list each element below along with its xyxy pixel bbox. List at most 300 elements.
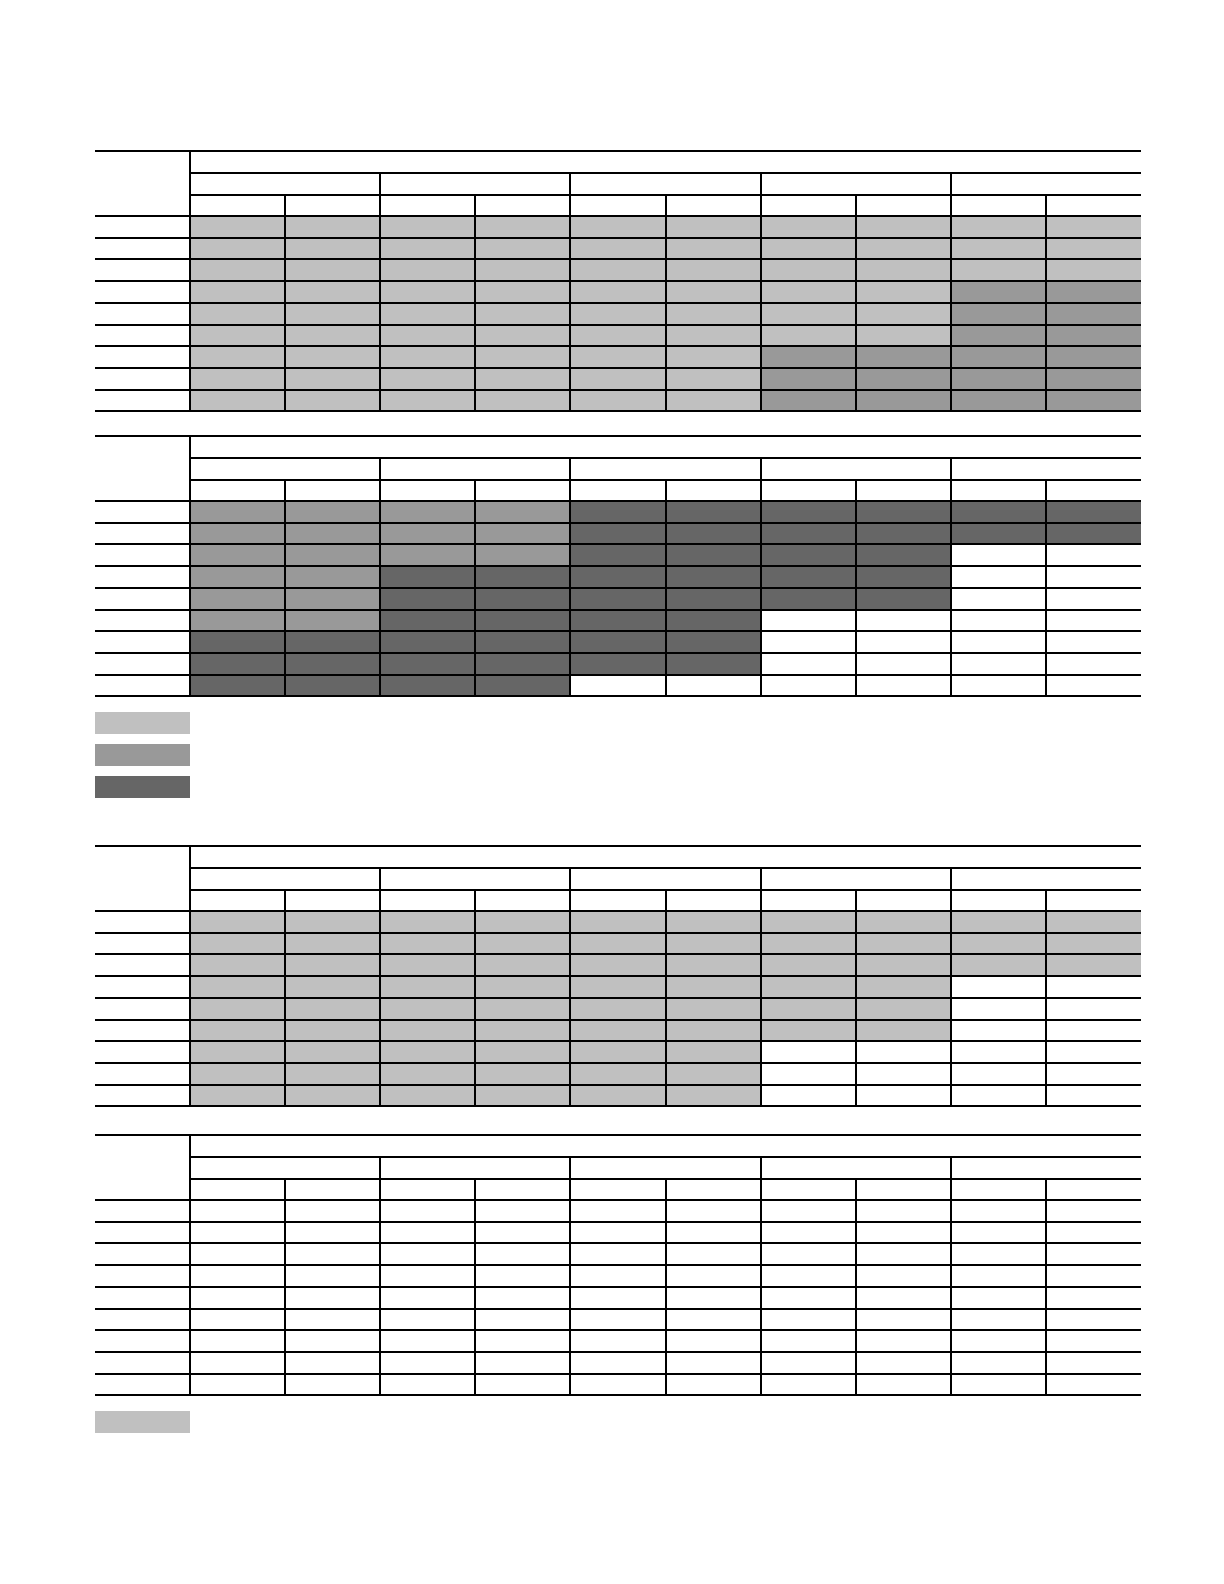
table-rule — [95, 1062, 1141, 1064]
table-3-cell — [666, 1085, 761, 1107]
table-1-cell — [380, 238, 475, 260]
table-1-cell — [285, 259, 380, 281]
table-rule — [95, 565, 1141, 567]
table-4-cell — [570, 1222, 665, 1244]
table-1-cell — [570, 259, 665, 281]
table-1-cell — [856, 281, 951, 303]
table-4-cell — [285, 1222, 380, 1244]
table-1-cell — [666, 259, 761, 281]
table-rule — [95, 367, 1141, 369]
table-3-cell — [666, 1041, 761, 1063]
table-2-cell — [190, 610, 285, 632]
table-1-cell — [666, 281, 761, 303]
table-1-cell — [475, 303, 570, 325]
table-2-cell — [570, 653, 665, 675]
table-2-cell — [761, 631, 856, 653]
table-4-cell — [475, 1243, 570, 1265]
table-2-cell — [666, 523, 761, 545]
table-4-cell — [761, 1222, 856, 1244]
table-1-cell — [856, 346, 951, 368]
table-2-cell — [761, 610, 856, 632]
table-2-cell — [761, 588, 856, 610]
table-3-cell — [380, 1063, 475, 1085]
table-3-cell — [475, 911, 570, 933]
table-4-cell — [666, 1352, 761, 1374]
table-1-cell — [475, 238, 570, 260]
table-1-cell — [570, 281, 665, 303]
table-4-cell — [475, 1330, 570, 1352]
table-4-cell — [951, 1287, 1046, 1309]
table-2-cell — [190, 588, 285, 610]
table-rule — [284, 889, 286, 1107]
table-2-cell — [1046, 501, 1141, 523]
table-1-cell — [190, 346, 285, 368]
table-1-cell — [856, 216, 951, 238]
table-rule — [95, 1308, 1141, 1310]
table-1-cell — [761, 390, 856, 412]
table-3-cell — [285, 1041, 380, 1063]
table-1-cell — [666, 238, 761, 260]
table-1-cell — [951, 303, 1046, 325]
table-3-cell — [475, 1041, 570, 1063]
table-4-cell — [285, 1352, 380, 1374]
table-4-cell — [761, 1352, 856, 1374]
table-2-cell — [666, 610, 761, 632]
table-4-cell — [951, 1330, 1046, 1352]
table-rule — [95, 302, 1141, 304]
table-4-cell — [190, 1287, 285, 1309]
table-1-cell — [1046, 216, 1141, 238]
table-rule — [95, 258, 1141, 260]
table-4-cell — [666, 1330, 761, 1352]
table-4-cell — [475, 1287, 570, 1309]
table-3-cell — [1046, 911, 1141, 933]
table-1-cell — [1046, 325, 1141, 347]
table-4-cell — [475, 1374, 570, 1396]
table-1-cell — [380, 368, 475, 390]
table-2-cell — [1046, 631, 1141, 653]
table-4-cell — [951, 1200, 1046, 1222]
table-1-cell — [190, 259, 285, 281]
table-rule — [379, 457, 381, 697]
table-3-cell — [285, 1020, 380, 1042]
table-4-cell — [666, 1287, 761, 1309]
table-2-cell — [380, 588, 475, 610]
table-3-cell — [856, 933, 951, 955]
table-3-cell — [475, 954, 570, 976]
table-rule — [855, 1178, 857, 1396]
table-1-cell — [1046, 238, 1141, 260]
table-rule — [95, 1040, 1141, 1042]
table-3-cell — [190, 1020, 285, 1042]
table-2-cell — [380, 631, 475, 653]
table-2-cell — [856, 566, 951, 588]
table-1-cell — [190, 303, 285, 325]
table-1-cell — [190, 368, 285, 390]
table-4-cell — [1046, 1200, 1141, 1222]
table-4-cell — [856, 1243, 951, 1265]
legend-2-swatch — [95, 1411, 190, 1433]
table-3-cell — [190, 1041, 285, 1063]
table-3-cell — [951, 1041, 1046, 1063]
table-1-cell — [380, 346, 475, 368]
table-2-cell — [761, 653, 856, 675]
table-1-cell — [570, 390, 665, 412]
table-2-cell — [1046, 588, 1141, 610]
table-2-cell — [475, 588, 570, 610]
table-3-cell — [761, 911, 856, 933]
table-4-cell — [285, 1200, 380, 1222]
table-3-cell — [475, 933, 570, 955]
table-1-cell — [761, 303, 856, 325]
table-1-cell — [666, 303, 761, 325]
table-4-cell — [761, 1309, 856, 1331]
table-rule — [665, 479, 667, 697]
table-4-cell — [570, 1243, 665, 1265]
table-rule — [95, 1199, 1141, 1201]
table-3-cell — [666, 911, 761, 933]
table-4-cell — [475, 1352, 570, 1374]
table-4-cell — [380, 1309, 475, 1331]
table-3-cell — [666, 933, 761, 955]
table-2-cell — [380, 501, 475, 523]
table-rule — [95, 543, 1141, 545]
table-2-cell — [285, 653, 380, 675]
table-4-cell — [761, 1200, 856, 1222]
table-4-cell — [666, 1243, 761, 1265]
table-rule — [95, 215, 1141, 217]
table-2-cell — [570, 588, 665, 610]
table-4-cell — [951, 1222, 1046, 1244]
table-3-cell — [285, 976, 380, 998]
table-2-cell — [856, 675, 951, 697]
table-rule — [95, 237, 1141, 239]
table-1-cell — [951, 390, 1046, 412]
table-2-cell — [951, 566, 1046, 588]
table-rule — [190, 435, 1141, 437]
table-2-cell — [475, 544, 570, 566]
table-rule — [95, 932, 1141, 934]
table-1-cell — [570, 303, 665, 325]
table-2-cell — [856, 501, 951, 523]
table-4-cell — [570, 1287, 665, 1309]
table-1-cell — [285, 238, 380, 260]
table-3-cell — [380, 976, 475, 998]
table-2-cell — [380, 544, 475, 566]
table-3-cell — [285, 998, 380, 1020]
table-2-cell — [951, 523, 1046, 545]
table-4-cell — [856, 1200, 951, 1222]
table-3-cell — [761, 954, 856, 976]
table-rule — [379, 172, 381, 412]
table-3-cell — [285, 1063, 380, 1085]
table-3-cell — [666, 954, 761, 976]
table-2-cell — [951, 675, 1046, 697]
table-rule — [284, 1178, 286, 1396]
table-3-cell — [380, 933, 475, 955]
table-2-cell — [475, 675, 570, 697]
table-4-cell — [570, 1330, 665, 1352]
table-3-cell — [570, 1085, 665, 1107]
table-2-cell — [1046, 523, 1141, 545]
table-2-cell — [380, 653, 475, 675]
table-rule — [95, 609, 1141, 611]
table-1-cell — [380, 325, 475, 347]
table-2-cell — [666, 631, 761, 653]
table-4-cell — [190, 1374, 285, 1396]
table-3-cell — [190, 998, 285, 1020]
table-2-cell — [190, 675, 285, 697]
table-2-cell — [666, 588, 761, 610]
table-rule — [95, 522, 1141, 524]
table-3-cell — [951, 954, 1046, 976]
table-1-cell — [951, 216, 1046, 238]
table-rule — [95, 150, 190, 152]
table-3-cell — [380, 998, 475, 1020]
table-4-cell — [380, 1265, 475, 1287]
table-rule — [1045, 1178, 1047, 1396]
table-4-cell — [190, 1200, 285, 1222]
table-rule — [95, 1134, 190, 1136]
table-rule — [760, 1156, 762, 1396]
table-2-cell — [475, 501, 570, 523]
table-4-cell — [570, 1200, 665, 1222]
table-2-cell — [475, 610, 570, 632]
table-4-cell — [1046, 1330, 1141, 1352]
table-2-cell — [856, 544, 951, 566]
table-1-cell — [1046, 259, 1141, 281]
table-2-cell — [285, 588, 380, 610]
table-2-cell — [951, 631, 1046, 653]
table-rule — [95, 1221, 1141, 1223]
legend-1-swatch — [95, 776, 190, 798]
table-3-cell — [380, 954, 475, 976]
table-4-cell — [761, 1287, 856, 1309]
table-rule — [190, 172, 1141, 174]
table-2-cell — [951, 544, 1046, 566]
table-2-cell — [380, 523, 475, 545]
table-2-cell — [190, 631, 285, 653]
table-1-cell — [951, 325, 1046, 347]
legend-1-swatch — [95, 744, 190, 766]
table-2-cell — [856, 523, 951, 545]
table-rule — [95, 845, 190, 847]
table-2-cell — [856, 588, 951, 610]
table-1-cell — [380, 216, 475, 238]
table-3-cell — [856, 911, 951, 933]
table-rule — [855, 889, 857, 1107]
table-3-cell — [1046, 998, 1141, 1020]
table-2-cell — [475, 653, 570, 675]
table-3-cell — [761, 1063, 856, 1085]
table-rule — [95, 953, 1141, 955]
table-3-cell — [856, 1063, 951, 1085]
table-rule — [95, 1351, 1141, 1353]
table-3-cell — [761, 1085, 856, 1107]
table-rule — [95, 587, 1141, 589]
table-4-cell — [190, 1330, 285, 1352]
table-4-cell — [666, 1265, 761, 1287]
table-rule — [1045, 479, 1047, 697]
table-2-cell — [951, 501, 1046, 523]
table-2-cell — [666, 653, 761, 675]
table-1-cell — [1046, 281, 1141, 303]
table-1-cell — [570, 325, 665, 347]
table-3-cell — [190, 976, 285, 998]
table-4-cell — [951, 1243, 1046, 1265]
table-rule — [1045, 889, 1047, 1107]
table-rule — [190, 150, 1141, 152]
table-3-cell — [570, 998, 665, 1020]
table-rule — [284, 479, 286, 697]
table-1-cell — [285, 216, 380, 238]
table-1-cell — [190, 390, 285, 412]
table-rule — [665, 889, 667, 1107]
table-rule — [950, 172, 952, 412]
table-1-cell — [951, 346, 1046, 368]
table-2-cell — [285, 675, 380, 697]
table-3-cell — [570, 933, 665, 955]
table-4-cell — [666, 1222, 761, 1244]
table-3-cell — [285, 911, 380, 933]
table-4-cell — [380, 1374, 475, 1396]
table-1-cell — [190, 216, 285, 238]
table-4-cell — [475, 1265, 570, 1287]
table-4-cell — [951, 1352, 1046, 1374]
table-4-cell — [285, 1309, 380, 1331]
table-4-cell — [190, 1309, 285, 1331]
table-1-cell — [761, 259, 856, 281]
table-rule — [95, 1264, 1141, 1266]
table-rule — [379, 867, 381, 1107]
table-2-cell — [285, 566, 380, 588]
table-1-cell — [761, 325, 856, 347]
table-2-cell — [1046, 610, 1141, 632]
table-2-cell — [761, 544, 856, 566]
table-4-cell — [856, 1330, 951, 1352]
table-3-cell — [475, 1063, 570, 1085]
table-rule — [569, 172, 571, 412]
table-rule — [190, 845, 1141, 847]
table-4-cell — [380, 1330, 475, 1352]
table-3-cell — [570, 1020, 665, 1042]
table-3-cell — [190, 911, 285, 933]
table-2-cell — [475, 566, 570, 588]
table-1-cell — [285, 281, 380, 303]
table-rule — [474, 479, 476, 697]
table-rule — [569, 867, 571, 1107]
table-2-cell — [570, 631, 665, 653]
table-3-cell — [190, 954, 285, 976]
table-1-cell — [380, 281, 475, 303]
table-1-cell — [856, 303, 951, 325]
table-4-cell — [570, 1374, 665, 1396]
table-3-cell — [1046, 1063, 1141, 1085]
table-4-cell — [1046, 1222, 1141, 1244]
table-3-cell — [1046, 1041, 1141, 1063]
table-rule — [95, 324, 1141, 326]
table-2-cell — [570, 523, 665, 545]
table-1-cell — [761, 281, 856, 303]
table-rule — [95, 1373, 1141, 1375]
table-4-cell — [761, 1243, 856, 1265]
table-2-cell — [190, 566, 285, 588]
table-2-cell — [190, 544, 285, 566]
table-rule — [950, 1156, 952, 1396]
table-4-cell — [856, 1287, 951, 1309]
table-rule — [95, 410, 1141, 412]
table-4-cell — [761, 1374, 856, 1396]
table-rule — [190, 867, 1141, 869]
table-rule — [95, 280, 1141, 282]
table-1-cell — [666, 368, 761, 390]
table-1-cell — [761, 368, 856, 390]
table-rule — [95, 435, 190, 437]
table-rule — [189, 845, 191, 1107]
table-1-cell — [190, 238, 285, 260]
table-3-cell — [570, 911, 665, 933]
table-3-cell — [951, 1020, 1046, 1042]
table-1-cell — [285, 368, 380, 390]
table-4-cell — [856, 1309, 951, 1331]
table-1-cell — [190, 325, 285, 347]
table-3-cell — [761, 976, 856, 998]
table-1-cell — [380, 390, 475, 412]
table-1-cell — [475, 390, 570, 412]
table-1-cell — [666, 346, 761, 368]
table-4-cell — [285, 1243, 380, 1265]
table-4-cell — [856, 1374, 951, 1396]
table-3-cell — [761, 1041, 856, 1063]
table-1-cell — [285, 390, 380, 412]
table-4-cell — [190, 1243, 285, 1265]
table-1-cell — [570, 216, 665, 238]
table-1-cell — [856, 390, 951, 412]
table-rule — [284, 194, 286, 412]
table-1-cell — [1046, 390, 1141, 412]
table-4-cell — [856, 1222, 951, 1244]
table-1-cell — [475, 325, 570, 347]
table-3-cell — [666, 976, 761, 998]
table-rule — [950, 457, 952, 697]
table-2-cell — [1046, 566, 1141, 588]
table-rule — [95, 910, 1141, 912]
table-4-cell — [1046, 1309, 1141, 1331]
table-2-cell — [380, 566, 475, 588]
table-rule — [665, 1178, 667, 1396]
table-1-cell — [856, 259, 951, 281]
table-4-cell — [380, 1243, 475, 1265]
table-rule — [190, 457, 1141, 459]
table-1-cell — [761, 238, 856, 260]
table-rule — [190, 1134, 1141, 1136]
table-1-cell — [666, 390, 761, 412]
table-1-cell — [285, 303, 380, 325]
table-3-cell — [285, 933, 380, 955]
table-3-cell — [666, 1063, 761, 1085]
table-2-cell — [570, 501, 665, 523]
table-3-cell — [380, 1041, 475, 1063]
table-3-cell — [951, 998, 1046, 1020]
table-rule — [760, 457, 762, 697]
table-rule — [95, 1286, 1141, 1288]
table-3-cell — [190, 933, 285, 955]
table-4-cell — [380, 1222, 475, 1244]
table-3-cell — [856, 1020, 951, 1042]
table-1-cell — [761, 346, 856, 368]
table-1-cell — [475, 281, 570, 303]
table-1-cell — [570, 346, 665, 368]
